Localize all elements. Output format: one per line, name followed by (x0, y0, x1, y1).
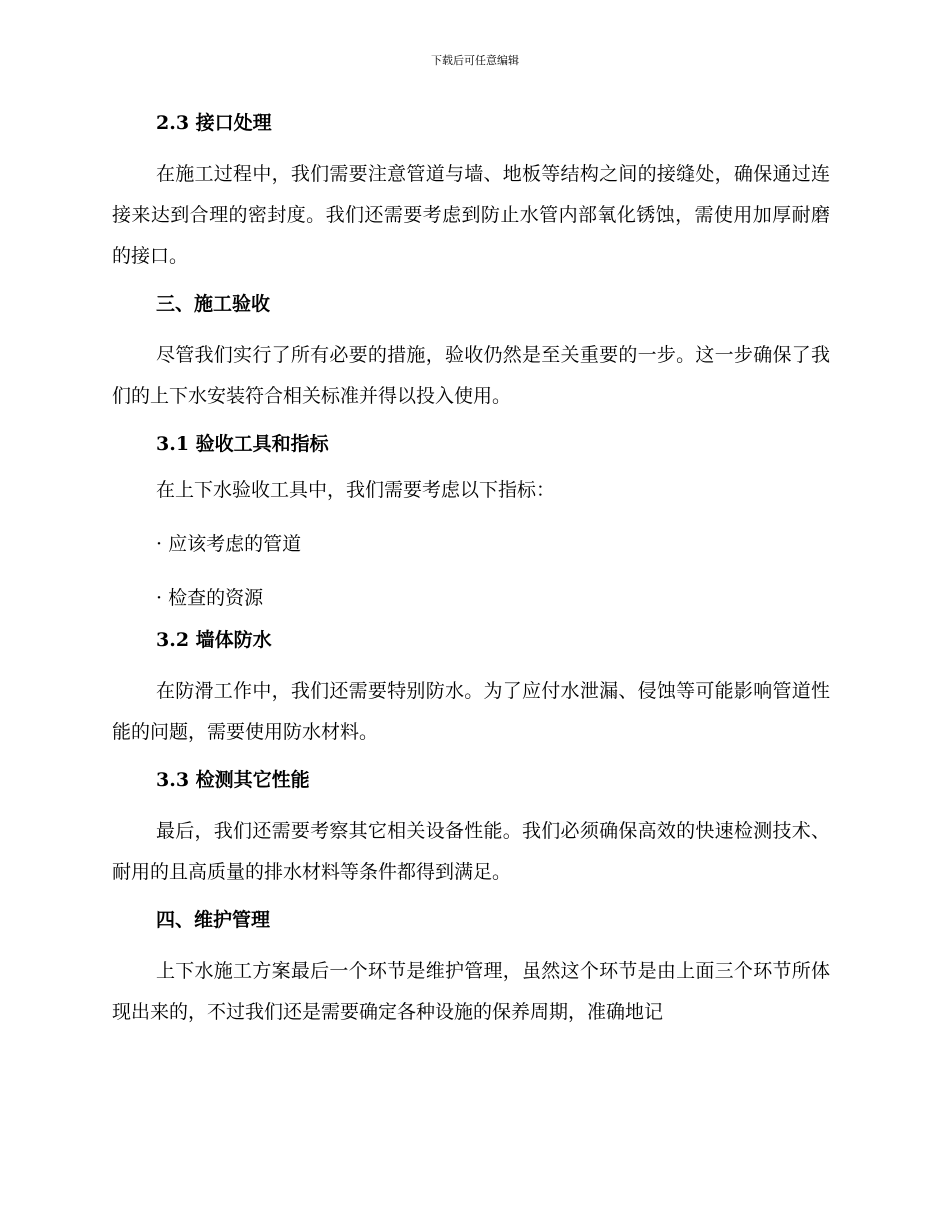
section-heading-3-1: 3.1 验收工具和指标 (156, 433, 329, 455)
document-body (112, 108, 830, 1045)
section-paragraph-3-2: 在防滑工作中，我们还需要特别防水。为了应付水泄漏、侵蚀等可能影响管道性能的问题，需要使用防水材料。 (112, 680, 830, 743)
bullet-item-resources: · 检查的资源 (156, 587, 264, 609)
page-header-note: 下载后可任意编辑 (431, 54, 519, 67)
section-heading-3-3: 3.3 检测其它性能 (156, 769, 310, 791)
section-paragraph-4: 上下水施工方案最后一个环节是维护管理，虽然这个环节是由上面三个环节所体现出来的，不过我们还是需要确定各种设施的保养周期，准确地记 (112, 960, 830, 1023)
section-paragraph-3: 尽管我们实行了所有必要的措施，验收仍然是至关重要的一步。这一步确保了我们的上下水安装符合相关标准并得以投入使用。 (112, 344, 830, 407)
section-heading-3-2: 3.2 墙体防水 (156, 629, 272, 651)
section-paragraph-2-3: 在施工过程中，我们需要注意管道与墙、地板等结构之间的接缝处，确保通过连接来达到合理的密封度。我们还需要考虑到防止水管内部氧化锈蚀，需使用加厚耐磨的接口。 (112, 163, 830, 267)
section-paragraph-3-3: 最后，我们还需要考察其它相关设备性能。我们必须确保高效的快速检测技术、耐用的且高质量的排水材料等条件都得到满足。 (112, 820, 830, 883)
bullet-item-pipes: · 应该考虑的管道 (156, 533, 302, 555)
section-heading-4: 四、维护管理 (156, 909, 271, 931)
section-heading-3: 三、施工验收 (156, 293, 271, 315)
section-heading-2-3: 2.3 接口处理 (156, 112, 272, 134)
section-paragraph-3-1: 在上下水验收工具中，我们需要考虑以下指标： (156, 479, 556, 501)
